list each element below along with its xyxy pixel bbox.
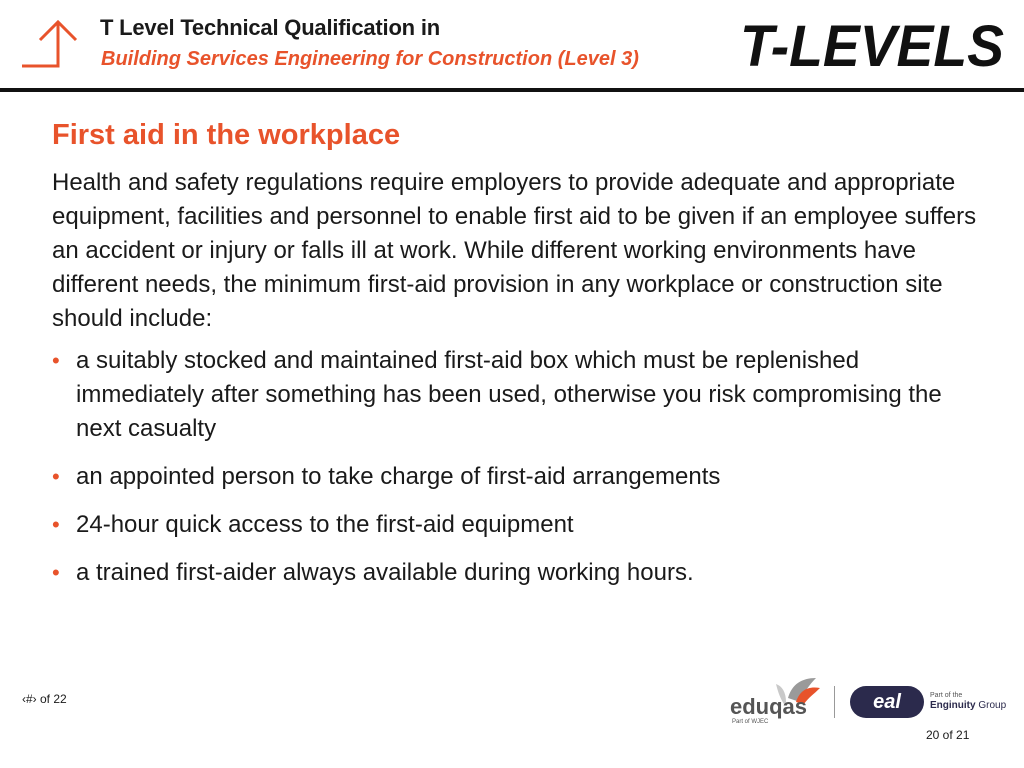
bullet-item	[52, 508, 982, 542]
eal-logo: eal	[850, 686, 924, 718]
bullet-icon: •	[52, 463, 60, 489]
bullet-item	[52, 460, 982, 494]
bullet-list	[52, 344, 982, 590]
bullet-icon: •	[52, 511, 60, 537]
footer-divider	[834, 686, 835, 718]
bullet-text: 24-hour quick access to the first-aid equipment	[76, 510, 574, 538]
bullet-item	[52, 344, 982, 446]
enginuity-group-name: Enginuity Group	[930, 700, 1007, 711]
bullet-text: a trained first-aider always available during working hours.	[76, 558, 694, 586]
page-title: First aid in the workplace	[52, 119, 401, 151]
bullet-text: an appointed person to take charge of first-aid arrangements	[76, 462, 721, 490]
eduqas-tagline: Part of WJEC	[732, 719, 769, 724]
header-divider	[0, 88, 1024, 92]
slide-content	[52, 118, 982, 604]
arrow-up-icon	[18, 18, 82, 70]
bullet-item	[52, 556, 982, 590]
bullet-icon: •	[52, 559, 60, 585]
t-levels-logo-text: T-LEVELS	[740, 14, 1005, 76]
eduqas-wordmark: eduqas	[730, 694, 808, 719]
slide-header	[0, 0, 1024, 92]
bullet-text: a suitably stocked and maintained first-aid box which must be replenished immediately after something has been used, otherwise you risk compromising the next casualty	[76, 346, 942, 442]
bullet-icon: •	[52, 347, 60, 373]
part-of-label: Part of the	[930, 692, 963, 699]
intro-paragraph: Health and safety regulations require employers to provide adequate and appropriate equipment, facilities and personnel to enable first aid to be given if an employee suffers an accident or injury or falls ill at work. While different working environments have different needs, the minimum first-aid provision in any workplace or construction site should include:	[52, 168, 977, 332]
page-number: 20 of 21	[926, 728, 970, 742]
enginuity-group-logo	[930, 692, 1020, 712]
header-title: T Level Technical Qualification in	[100, 15, 440, 40]
eduqas-logo	[730, 676, 822, 724]
t-levels-logo	[738, 12, 1008, 76]
header-subtitle: Building Services Engineering for Construction (Level 3)	[101, 48, 639, 70]
slide-number-placeholder: ‹#› of 22	[22, 692, 67, 706]
